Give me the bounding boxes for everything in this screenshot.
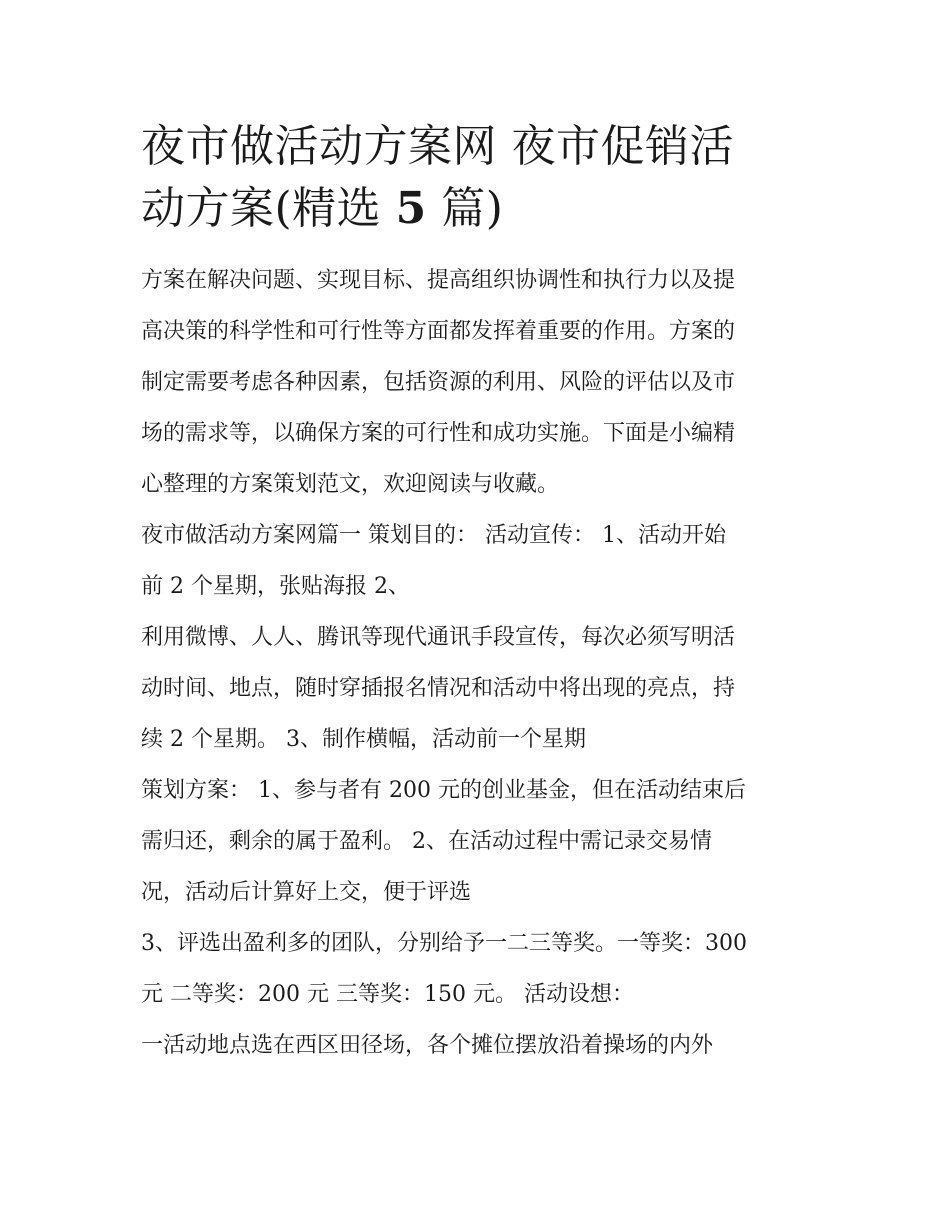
- title-count: 5: [395, 183, 427, 234]
- document-title: [141, 116, 821, 240]
- text-line: 利用微博、人人、腾讯等现代通讯手段宣传，每次必须写明活: [141, 625, 736, 650]
- title-line-2-end: 篇): [426, 183, 504, 234]
- document-body: [141, 268, 821, 1058]
- document-page: [141, 116, 821, 1084]
- text-line: 心整理的方案策划范文，欢迎阅读与收藏。: [141, 472, 560, 497]
- text-line: 况，活动后计算好上交，便于评选: [141, 880, 472, 905]
- title-line-2-start: 动方案(精选: [141, 183, 396, 234]
- text-line: 场的需求等，以确保方案的可行性和成功实施。下面是小编精: [141, 421, 736, 446]
- text-line: 续 2 个星期。 3、制作横幅，活动前一个星期: [141, 727, 586, 752]
- text-line: 需归还，剩余的属于盈利。 2、在活动过程中需记录交易情: [141, 829, 712, 854]
- text-line: 高决策的科学性和可行性等方面都发挥着重要的作用。方案的: [141, 319, 736, 344]
- text-line: 夜市做活动方案网篇一 策划目的： 活动宣传： 1、活动开始: [141, 523, 726, 548]
- text-line: 元 二等奖：200 元 三等奖：150 元。 活动设想：: [141, 982, 634, 1007]
- text-line: 制定需要考虑各种因素，包括资源的利用、风险的评估以及市: [141, 370, 736, 395]
- text-line: 一活动地点选在西区田径场，各个摊位摆放沿着操场的内外: [141, 1033, 714, 1058]
- text-line: 前 2 个星期，张贴海报 2、: [141, 574, 410, 599]
- title-line-1: 夜市做活动方案网 夜市促销活: [141, 121, 734, 172]
- text-line: 3、评选出盈利多的团队，分别给予一二三等奖。一等奖：300: [141, 931, 747, 956]
- title-line-2: [141, 178, 821, 240]
- text-line: 策划方案： 1、参与者有 200 元的创业基金，但在活动结束后: [141, 778, 746, 803]
- text-line: 方案在解决问题、实现目标、提高组织协调性和执行力以及提: [141, 268, 736, 293]
- text-line: 动时间、地点，随时穿插报名情况和活动中将出现的亮点，持: [141, 676, 736, 701]
